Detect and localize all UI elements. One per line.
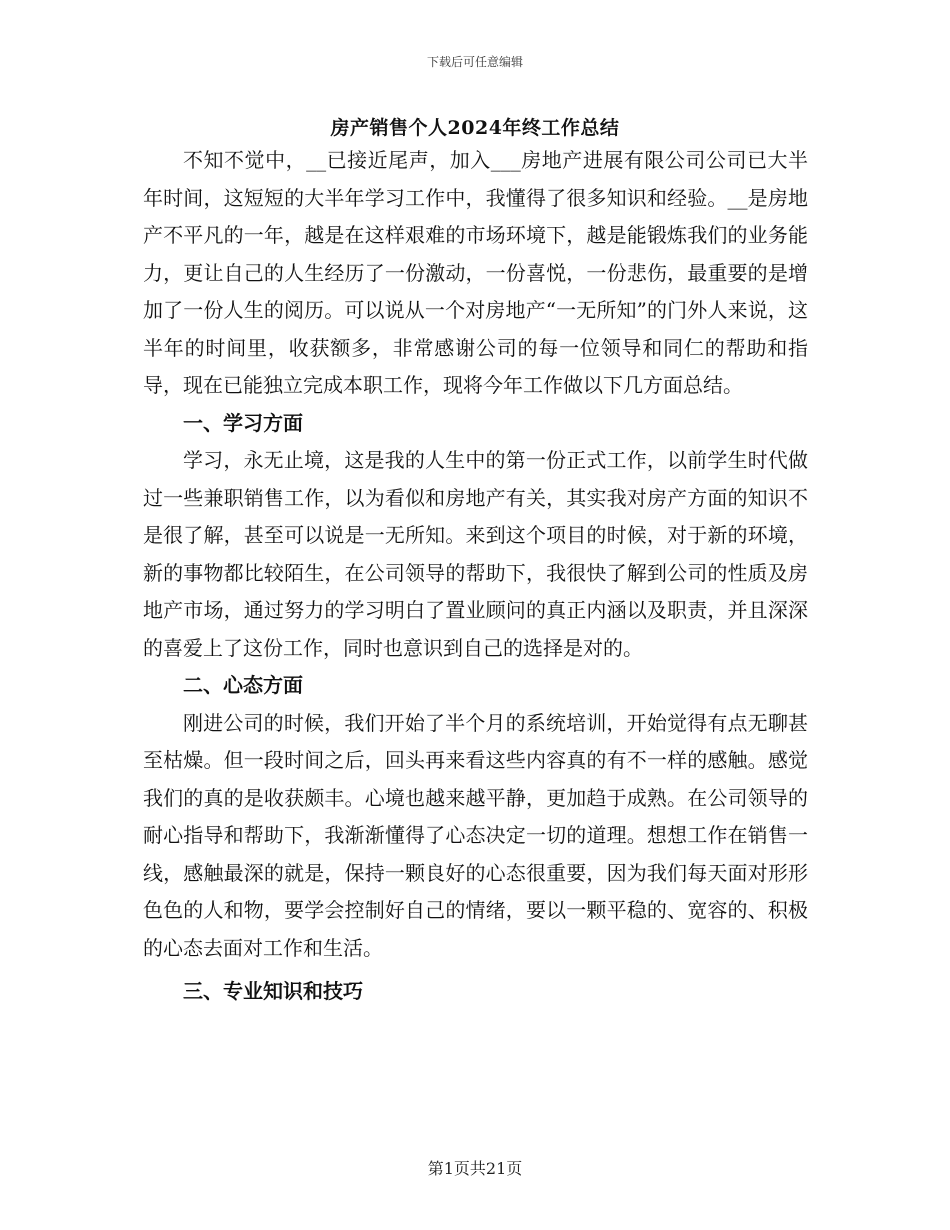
section-heading-mindset: 二、心态方面 xyxy=(183,673,303,697)
page-number: 第1页共21页 xyxy=(427,1159,523,1178)
intro-paragraph: 不知不觉中，__已接近尾声，加入___房地产进展有限公司公司已大半年时间，这短短的大半年学习工作中，我懂得了很多知识和经验。__是房地产不平凡的一年，越是在这样艰难的市场环境下，越是能锻炼我们的业务能力，更让自己的人生经历了一份激动，一份喜悦，一份悲伤，最重要的是增加了一份人生的阅历。可以说从一个对房地产“一无所知”的门外人来说，这半年的时间里，收获额多，非常感谢公司的每一位领导和同仁的帮助和指导，现在已能独立完成本职工作，现将今年工作做以下几方面总结。 xyxy=(143,148,808,397)
section-paragraph-study: 学习，永无止境，这是我的人生中的第一份正式工作，以前学生时代做过一些兼职销售工作，以为看似和房地产有关，其实我对房产方面的知识不是很了解，甚至可以说是一无所知。来到这个项目的时候，对于新的环境，新的事物都比较陌生，在公司领导的帮助下，我很快了解到公司的性质及房地产市场，通过努力的学习明白了置业顾问的真正内涵以及职责，并且深深的喜爱上了这份工作，同时也意识到自己的选择是对的。 xyxy=(143,448,808,660)
section-heading-skills: 三、专业知识和技巧 xyxy=(183,979,363,1003)
header-note: 下载后可任意编辑 xyxy=(426,55,523,69)
document-title: 房产销售个人2024年终工作总结 xyxy=(330,117,620,139)
section-heading-study: 一、学习方面 xyxy=(183,410,303,435)
section-paragraph-mindset: 刚进公司的时候，我们开始了半个月的系统培训，开始觉得有点无聊甚至枯燥。但一段时间之后，回头再来看这些内容真的有不一样的感触。感觉我们的真的是收获颇丰。心境也越来越平静，更加趋于成熟。在公司领导的耐心指导和帮助下，我渐渐懂得了心态决定一切的道理。想想工作在销售一线，感触最深的就是，保持一颗良好的心态很重要，因为我们每天面对形形色色的人和物，要学会控制好自己的情绪，要以一颗平稳的、宽容的、积极的心态去面对工作和生活。 xyxy=(143,710,808,960)
document-body xyxy=(143,142,808,1011)
